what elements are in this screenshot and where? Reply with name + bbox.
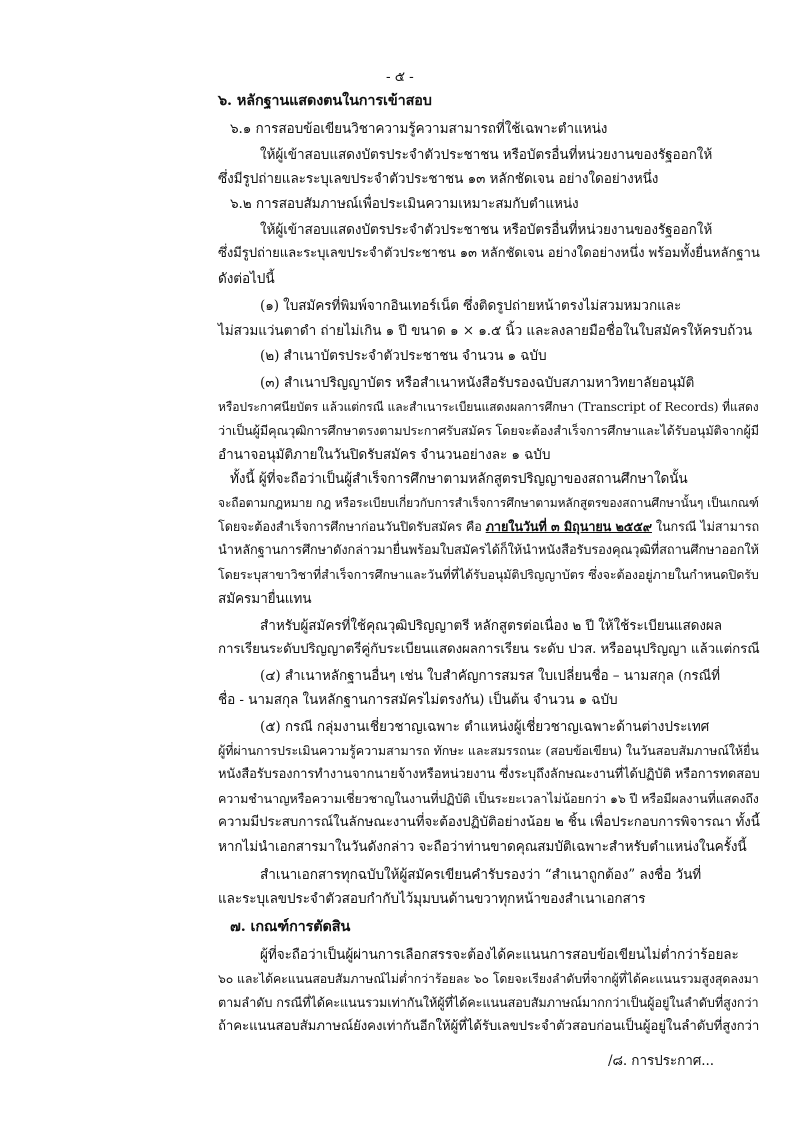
copy-cert-line: สำเนาเอกสารทุกฉบับให้ผู้สมัครเขียนคำรับรองว่า “สำเนาถูกต้อง” ลงชื่อ วันที่ [260, 867, 702, 883]
continuation-marker: /๘. การประกาศ... [608, 1053, 714, 1069]
item-4-line: (๔) สำเนาหลักฐานอื่นๆ เช่น ใบสำคัญการสมรส ใบเปลี่ยนชื่อ – นามสกุล (กรณีที่ [260, 668, 720, 684]
item-5-line: หนังสือรับรองการทำงานจากนายจ้างหรือหน่วยงาน ซึ่งระบุถึงลักษณะงานที่ได้ปฏิบัติ หรือการทดสอบ [218, 767, 760, 782]
item-4-line: ชื่อ - นามสกุล ในหลักฐานการสมัครไม่ตรงกัน) เป็นต้น จำนวน ๑ ฉบับ [218, 692, 618, 708]
item-1-line: (๑) ใบสมัครที่พิมพ์จากอินเทอร์เน็ต ซึ่งติดรูปถ่ายหน้าตรงไม่สวมหมวกและ [260, 298, 682, 314]
section-6-1-title: ๖.๑ การสอบข้อเขียนวิชาความรู้ความสามารถที่ใช้เฉพาะตำแหน่ง [230, 121, 608, 137]
note-paragraph-line: นำหลักฐานการศึกษาดังกล่าวมายื่นพร้อมใบสมัครได้ก็ให้นำหนังสือรับรองคุณวุฒิที่สถานศึกษาออกให้ [218, 543, 759, 558]
note-paragraph-line: จะถือตามกฎหมาย กฎ หรือระเบียบเกี่ยวกับการสำเร็จการศึกษาตามหลักสูตรของสถานศึกษานั้นๆ เป็นเกณฑ์ [218, 496, 759, 510]
deadline-date: ภายในวันที่ ๓ มิถุนายน ๒๕๕๙ [485, 519, 652, 534]
criteria-line: ๖๐ และได้คะแนนสอบสัมภาษณ์ไม่ต่ำกว่าร้อยละ ๖๐ โดยจะเรียงลำดับที่จากผู้ที่ได้คะแนนรวมสูงสุดลงมา [218, 972, 759, 986]
note-paragraph-line: โดยระบุสาขาวิชาที่สำเร็จการศึกษาและวันที่ที่ได้รับอนุมัติปริญญาบัตร ซึ่งจะต้องอยู่ภายในกำหนดปิดรับ [218, 567, 759, 582]
criteria-line: ผู้ที่จะถือว่าเป็นผู้ผ่านการเลือกสรรจะต้องได้คะแนนการสอบข้อเขียนไม่ต่ำกว่าร้อยละ [260, 947, 739, 963]
section-6-2-title: ๖.๒ การสอบสัมภาษณ์เพื่อประเมินความเหมาะสมกับตำแหน่ง [230, 196, 579, 212]
section-6-heading: ๖. หลักฐานแสดงตนในการเข้าสอบ [218, 92, 432, 109]
item-5-line: (๕) กรณี กลุ่มงานเชี่ยวชาญเฉพาะ ตำแหน่งผู้เชี่ยวชาญเฉพาะด้านต่างประเทศ [260, 719, 710, 735]
item-1-line: ไม่สวมแว่นตาดำ ถ่ายไม่เกิน ๑ ปี ขนาด ๑ × ๑.๕ นิ้ว และลงลายมือชื่อในใบสมัครให้ครบถ้วน [218, 323, 753, 339]
item-3-line: (๓) สำเนาปริญญาบัตร หรือสำเนาหนังสือรับรองฉบับสภามหาวิทยาลัยอนุมัติ [260, 375, 695, 391]
item-3-line: หรือประกาศนียบัตร แล้วแต่กรณี และสำเนาระเบียนแสดงผลการศึกษา (Transcript of Records) ที่แสดง [218, 400, 759, 414]
item-5-line: หากไม่นำเอกสารมาในวันดังกล่าว จะถือว่าท่านขาดคุณสมบัติเฉพาะสำหรับตำแหน่งในครั้งนี้ [218, 839, 747, 855]
section-6-2-line: ซึ่งมีรูปถ่ายและระบุเลขประจำตัวประชาชน ๑๓ หลักชัดเจน อย่างใดอย่างหนึ่ง พร้อมทั้งยื่นหลักฐาน [218, 246, 760, 261]
section-6-1-line: ให้ผู้เข้าสอบแสดงบัตรประจำตัวประชาชน หรือบัตรอื่นที่หน่วยงานของรัฐออกให้ [260, 147, 713, 163]
item-3-line: ว่าเป็นผู้มีคุณวุฒิการศึกษาตรงตามประกาศรับสมัคร โดยจะต้องสำเร็จการศึกษาและได้รับอนุมัติจากผู้มี [218, 423, 759, 438]
section-7-heading: ๗. เกณฑ์การตัดสิน [230, 918, 351, 935]
item-5-line: ความชำนาญหรือความเชี่ยวชาญในงานที่ปฏิบัติ เป็นระยะเวลาไม่น้อยกว่า ๑๖ ปี หรือมีผลงานที่แสดงถึง [218, 791, 759, 806]
note-text: ในกรณี ไม่สามารถ [651, 519, 760, 534]
item-5-line: ความมีประสบการณ์ในลักษณะงานที่จะต้องปฏิบัติอย่างน้อย ๒ ชิ้น เพื่อประกอบการพิจารณา ทั้งนี้ [218, 815, 760, 830]
note-paragraph-line: ทั้งนี้ ผู้ที่จะถือว่าเป็นผู้สำเร็จการศึกษาตามหลักสูตรปริญญาของสถานศึกษาใดนั้น [230, 471, 688, 487]
item-5-line: ผู้ที่ผ่านการประเมินความรู้ความสามารถ ทักษะ และสมรรถนะ (สอบข้อเขียน) ในวันสอบสัมภาษณ์ให้ยื่น [218, 743, 759, 758]
note-text: โดยจะต้องสำเร็จการศึกษาก่อนวันปิดรับสมัคร คือ [218, 519, 486, 534]
copy-cert-line: และระบุเลขประจำตัวสอบกำกับไว้มุมบนด้านขวาทุกหน้าของสำเนาเอกสาร [218, 891, 646, 907]
degree-note-line: การเรียนระดับปริญญาตรีคู่กับระเบียนแสดงผลการเรียน ระดับ ปวส. หรืออนุปริญญา แล้วแต่กรณี [218, 642, 760, 657]
section-6-2-line: ให้ผู้เข้าสอบแสดงบัตรประจำตัวประชาชน หรือบัตรอื่นที่หน่วยงานของรัฐออกให้ [260, 222, 713, 238]
item-2-line: (๒) สำเนาบัตรประจำตัวประชาชน จำนวน ๑ ฉบับ [260, 348, 547, 364]
section-6-1-line: ซึ่งมีรูปถ่ายและระบุเลขประจำตัวประชาชน ๑๓ หลักชัดเจน อย่างใดอย่างหนึ่ง [218, 171, 659, 187]
degree-note-line: สำหรับผู้สมัครที่ใช้คุณวุฒิปริญญาตรี หลักสูตรต่อเนื่อง ๒ ปี ให้ใช้ระเบียนแสดงผล [260, 618, 723, 634]
note-paragraph-line: สมัครมายื่นแทน [218, 591, 312, 607]
note-paragraph-line [218, 518, 759, 536]
page-number: - ๕ - [386, 69, 414, 85]
criteria-line: ถ้าคะแนนสอบสัมภาษณ์ยังคงเท่ากันอีกให้ผู้ที่ได้รับเลขประจำตัวสอบก่อนเป็นผู้อยู่ในลำดับที่สูงกว่า [218, 1019, 760, 1034]
section-6-2-line: ดังต่อไปนี้ [218, 271, 275, 287]
criteria-line: ตามลำดับ กรณีที่ได้คะแนนรวมเท่ากันให้ผู้ที่ได้คะแนนสอบสัมภาษณ์มากกว่าเป็นผู้อยู่ในลำดับที่สูงกว่า [218, 995, 759, 1010]
item-3-line: อำนาจอนุมัติภายในวันปิดรับสมัคร จำนวนอย่างละ ๑ ฉบับ [218, 447, 551, 463]
